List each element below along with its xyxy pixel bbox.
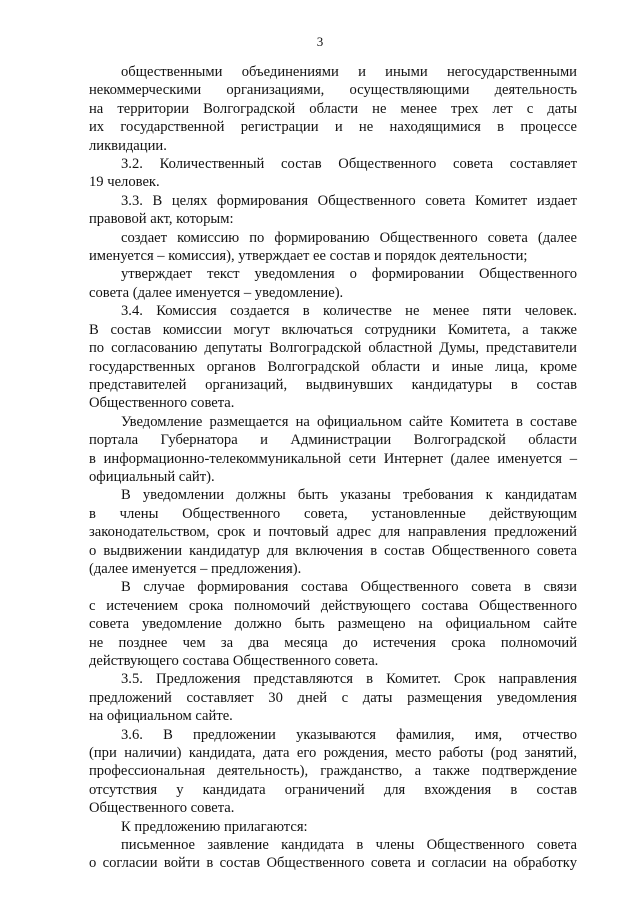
paragraph <box>89 155 577 192</box>
text-line: Общественного совета. <box>89 395 235 412</box>
text-line: К предложению прилагаются: <box>121 818 308 835</box>
paragraph <box>89 670 577 725</box>
text-line: о выдвижении кандидатур для включения в состав Общественного совета <box>89 542 577 559</box>
text-line: (далее именуется – предложения). <box>89 560 302 577</box>
paragraph <box>89 578 577 670</box>
text-line: совета уведомление должно быть размещено на официальном сайте <box>89 616 577 633</box>
text-line: на официальном сайте. <box>89 708 233 725</box>
text-line: ликвидации. <box>89 137 167 154</box>
text-line: некоммерческими организациями, осуществляющими деятельность <box>89 82 577 99</box>
paragraph <box>89 229 577 266</box>
text-line: в члены Общественного совета, установленные действующим <box>89 505 577 522</box>
text-line: с истечением срока полномочий действующего состава Общественного <box>89 597 577 614</box>
text-line: 3.3. В целях формирования Общественного совета Комитет издает <box>121 192 577 209</box>
text-line: на территории Волгоградской области не менее трех лет с даты <box>89 100 577 117</box>
text-line: представителей организаций, выдвинувших кандидатуры в состав <box>89 376 577 393</box>
paragraph <box>89 192 577 229</box>
text-line: Общественного совета. <box>89 800 235 817</box>
text-line: 19 человек. <box>89 174 160 191</box>
text-line: утверждает текст уведомления о формировании Общественного <box>121 266 577 283</box>
text-line: создает комиссию по формированию Общественного совета (далее <box>121 229 577 246</box>
paragraph <box>89 818 577 836</box>
text-line: в информационно-телекоммуникальной сети Интернет (далее именуется – <box>89 450 577 467</box>
document-body <box>89 63 577 873</box>
text-line: В уведомлении должны быть указаны требования к кандидатам <box>121 487 577 504</box>
text-line: именуется – комиссия), утверждает ее состав и порядок деятельности; <box>89 248 528 265</box>
text-line: предложений составляет 30 дней с даты размещения уведомления <box>89 689 577 706</box>
text-line: общественными объединениями и иными негосударственными <box>121 64 577 80</box>
text-line: Уведомление размещается на официальном сайте Комитета в составе <box>121 413 577 430</box>
text-line: законодательством, срок и почтовый адрес для направления предложений <box>89 524 577 541</box>
text-line: действующего состава Общественного совета. <box>89 653 379 669</box>
text-line: В случае формирования состава Общественного совета в связи <box>121 579 577 596</box>
paragraph <box>89 302 577 412</box>
text-line: профессиональная деятельность), гражданство, а также подтверждение <box>89 763 577 780</box>
text-line: 3.5. Предложения представляются в Комитет. Срок направления <box>121 671 577 688</box>
text-line: официальный сайт). <box>89 468 215 485</box>
text-line: 3.4. Комиссия создается в количестве не менее пяти человек. <box>121 303 577 320</box>
paragraph <box>89 726 577 818</box>
text-line: правовой акт, которым: <box>89 211 234 228</box>
text-line: портала Губернатора и Администрации Волгоградской области <box>89 432 577 449</box>
paragraph <box>89 265 577 302</box>
text-line: совета (далее именуется – уведомление). <box>89 284 344 301</box>
paragraph <box>89 63 577 155</box>
text-line: не позднее чем за два месяца до истечения срока полномочий <box>89 634 577 651</box>
text-line: их государственной регистрации и не находящимися в процессе <box>89 119 577 136</box>
paragraph <box>89 836 577 873</box>
paragraph <box>89 486 577 578</box>
text-line: по согласованию депутаты Волгоградской областной Думы, представители <box>89 340 577 357</box>
paragraph <box>89 413 577 487</box>
text-line: письменное заявление кандидата в члены Общественного совета <box>121 837 577 854</box>
page-number: 3 <box>316 34 324 49</box>
text-line: государственных органов Волгоградской области и иные лица, кроме <box>89 358 577 375</box>
text-line: о согласии войти в состав Общественного совета и согласии на обработку <box>89 855 577 872</box>
text-line: (при наличии) кандидата, дата его рождения, место работы (род занятий, <box>89 745 577 762</box>
text-line: отсутствия у кандидата ограничений для вхождения в состав <box>89 781 577 798</box>
text-line: 3.6. В предложении указываются фамилия, имя, отчество <box>121 726 577 743</box>
text-line: В состав комиссии могут включаться сотрудники Комитета, а также <box>89 321 577 338</box>
text-line: 3.2. Количественный состав Общественного совета составляет <box>121 156 577 173</box>
